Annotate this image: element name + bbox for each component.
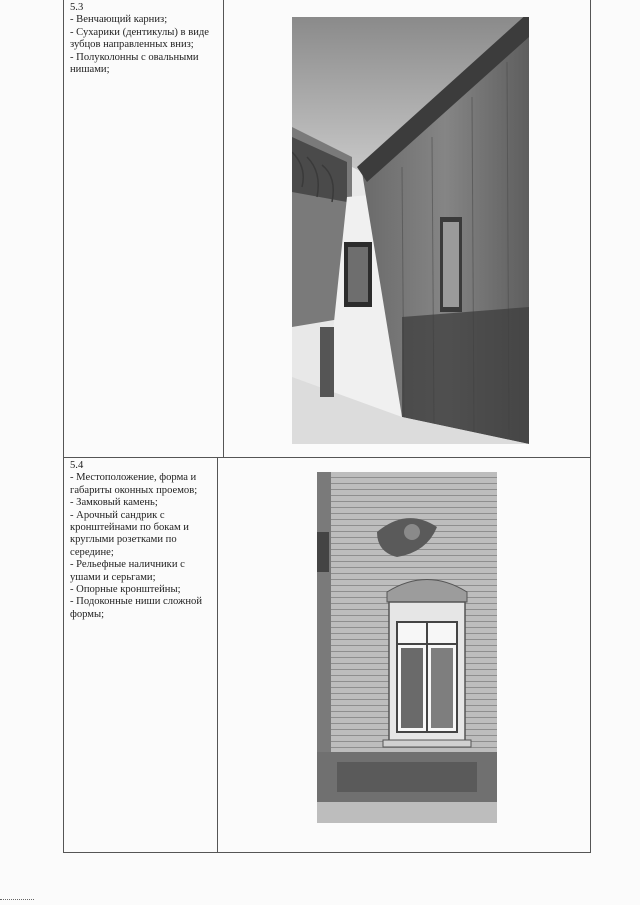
- list-item: - Сухарики (дентикулы) в виде зубцов направленных вниз;: [70, 26, 209, 51]
- list-item: - Полуколонны с овальными нишами;: [70, 51, 199, 76]
- features-table: [63, 0, 591, 853]
- list-item: - Арочный сандрик с кронштейнами по бокам и круглыми розетками по середине;: [70, 509, 189, 558]
- list-item: - Рельефные наличники с ушами и серьгами;: [70, 559, 185, 583]
- list-item: - Замковый камень;: [70, 497, 158, 509]
- description-cell: [64, 0, 224, 457]
- list-item: - Подоконные ниши сложной формы;: [70, 596, 203, 620]
- building-cornice-photo: [292, 17, 529, 444]
- item-number: 5.3: [70, 2, 84, 13]
- table-row: [64, 0, 590, 458]
- page-edge-mark: [0, 899, 34, 902]
- description-cell: [64, 458, 218, 853]
- list-item: - Венчающий карниз;: [70, 14, 168, 26]
- item-number: 5.4: [70, 460, 84, 471]
- window-facade-photo: [317, 472, 497, 823]
- list-item: - Опорные кронштейны;: [70, 584, 181, 596]
- table-row: [64, 458, 590, 853]
- list-item: - Местоположение, форма и габариты оконных проемов;: [70, 472, 198, 496]
